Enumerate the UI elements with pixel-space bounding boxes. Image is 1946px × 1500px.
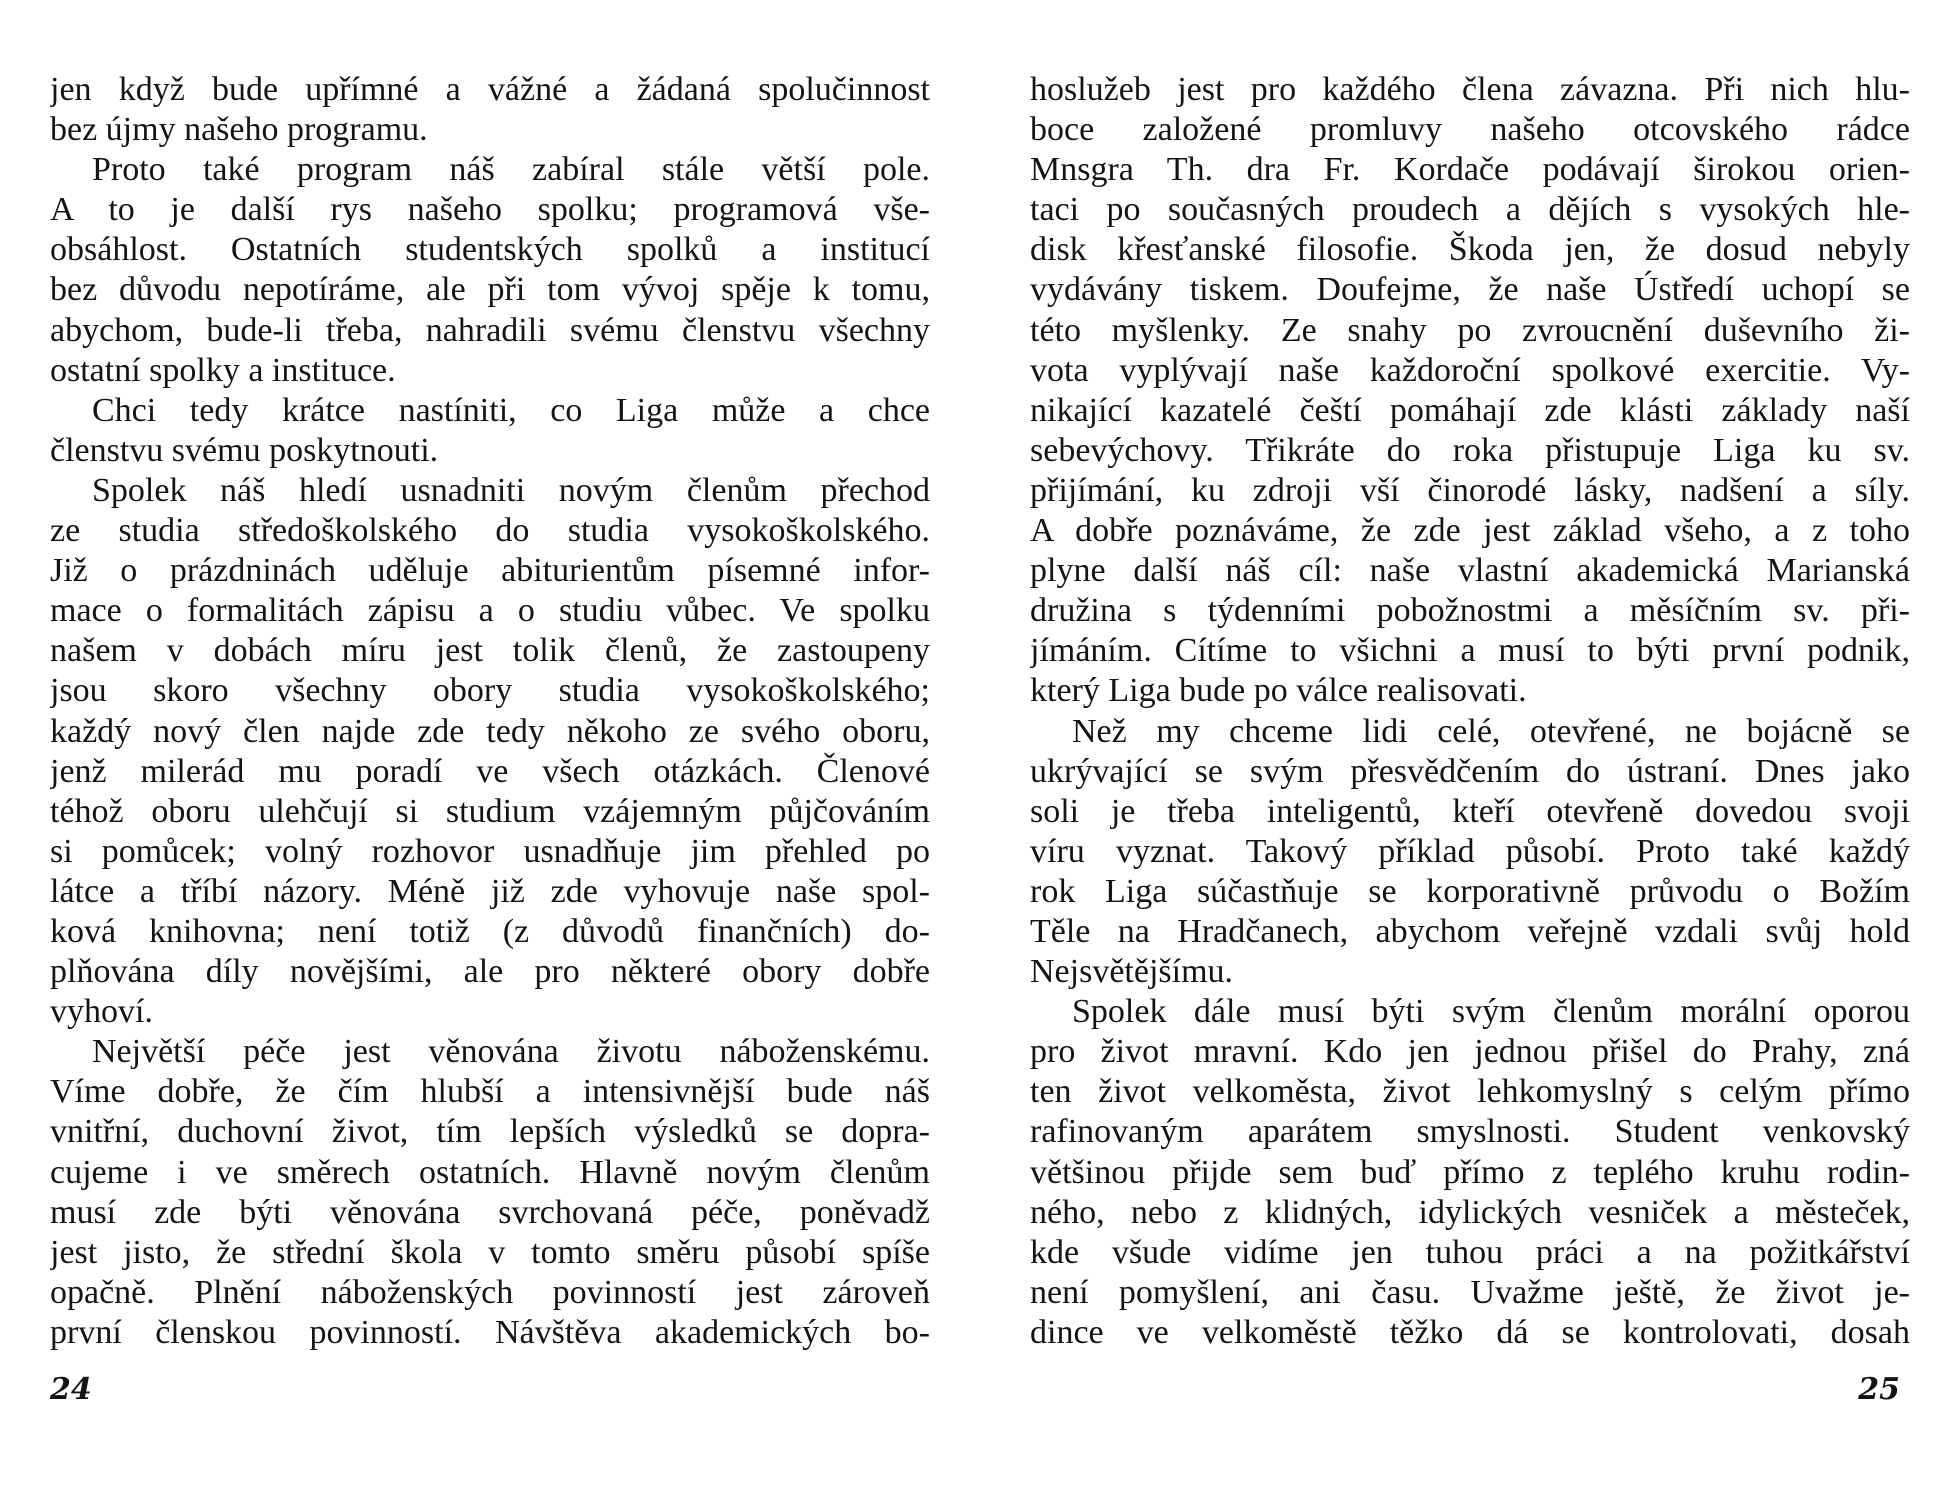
text-line: soli je třeba inteligentů, kteří otevřeně dovedou svoji xyxy=(1030,792,1910,830)
text-line: každý nový člen najde zde tedy někoho ze svého oboru, xyxy=(50,712,930,750)
text-line: vyhoví. xyxy=(50,993,153,1031)
left-page xyxy=(0,0,940,1500)
text-line: ten život velkoměsta, život lehkomyslný s celým přímo xyxy=(1030,1073,1910,1111)
text-line: ková knihovna; není totiž (z důvodů finančních) do- xyxy=(50,912,930,950)
text-line: musí zde býti věnována svrchovaná péče, poněvadž xyxy=(50,1193,930,1231)
text-line: rafinovaným aparátem smyslnosti. Student venkovský xyxy=(1030,1113,1910,1151)
right-page xyxy=(990,0,1930,1500)
text-line: A to je další rys našeho spolku; programová vše- xyxy=(50,191,930,229)
text-line: jenž milerád mu poradí ve všech otázkách. Členové xyxy=(50,752,930,790)
text-line: Nejsvětějšímu. xyxy=(1030,953,1234,991)
text-line: vnitřní, duchovní život, tím lepších výsledků se dopra- xyxy=(50,1113,930,1151)
text-line: látce a tříbí názory. Méně již zde vyhovuje naše spol- xyxy=(50,872,930,910)
left-page-text xyxy=(50,70,930,1353)
left-page-number: 24 xyxy=(50,1372,92,1407)
text-line: Víme dobře, že čím hlubší a intensivnější bude náš xyxy=(50,1073,930,1111)
text-line: boce založené promluvy našeho otcovského rádce xyxy=(1030,111,1910,149)
text-line: jsou skoro všechny obory studia vysokoškolského; xyxy=(50,672,930,710)
text-line: rok Liga súčastňuje se korporativně průvodu o Božím xyxy=(1030,872,1910,910)
text-line: ukrývající se svým přesvědčením do ústraní. Dnes jako xyxy=(1030,752,1910,790)
text-line: bez důvodu nepotíráme, ale při tom vývoj spěje k tomu, xyxy=(50,271,930,309)
text-line: jest jisto, že střední škola v tomto směru působí spíše xyxy=(50,1233,930,1271)
text-line: vota vyplývají naše každoroční spolkové exercitie. Vy- xyxy=(1030,351,1910,389)
text-line: přijímání, ku zdroji vší činorodé lásky, nadšení a síly. xyxy=(1030,471,1910,509)
text-line: našem v dobách míru jest tolik členů, že zastoupeny xyxy=(50,632,930,670)
text-line: není pomyšlení, ani času. Uvažme ještě, že život je- xyxy=(1030,1273,1910,1311)
text-line: taci po současných proudech a dějích s vysokých hle- xyxy=(1030,191,1910,229)
text-line: obsáhlost. Ostatních studentských spolků a institucí xyxy=(50,231,930,269)
text-line: mace o formalitách zápisu a o studiu vůbec. Ve spolku xyxy=(50,592,930,630)
text-line: A dobře poznáváme, že zde jest základ všeho, a z toho xyxy=(1030,512,1910,550)
text-line: abychom, bude-li třeba, nahradili svému členstvu všechny xyxy=(50,311,930,349)
text-line: plňována díly novějšími, ale pro některé obory dobře xyxy=(50,953,930,991)
text-line: této myšlenky. Ze snahy po zvroucnění duševního ži- xyxy=(1030,311,1910,349)
text-line: ze studia středoškolského do studia vysokoškolského. xyxy=(50,512,930,550)
text-line: jímáním. Cítíme to všichni a musí to býti první podnik, xyxy=(1030,632,1910,670)
text-line: Mnsgra Th. dra Fr. Kordače podávají širokou orien- xyxy=(1030,151,1910,189)
text-line: opačně. Plnění náboženských povinností jest zároveň xyxy=(50,1273,930,1311)
text-line: Chci tedy krátce nastíniti, co Liga může a chce xyxy=(92,391,930,429)
text-line: téhož oboru ulehčují si studium vzájemným půjčováním xyxy=(50,792,930,830)
text-line: kde všude vidíme jen tuhou práci a na požitkářství xyxy=(1030,1233,1910,1271)
text-line: který Liga bude po válce realisovati. xyxy=(1030,672,1527,710)
text-line: pro život mravní. Kdo jen jednou přišel do Prahy, zná xyxy=(1030,1033,1910,1071)
text-line: první členskou povinností. Návštěva akademických bo- xyxy=(50,1313,930,1351)
text-line: většinou přijde sem buď přímo z teplého kruhu rodin- xyxy=(1030,1153,1910,1191)
text-line: Již o prázdninách uděluje abiturientům písemné infor- xyxy=(50,552,930,590)
text-line: Spolek dále musí býti svým členům morální oporou xyxy=(1072,993,1910,1031)
text-line: jen když bude upřímné a vážné a žádaná spolučinnost xyxy=(50,71,930,108)
text-line: Těle na Hradčanech, abychom veřejně vzdali svůj hold xyxy=(1030,912,1910,950)
text-line: disk křesťanské filosofie. Škoda jen, že dosud nebyly xyxy=(1030,231,1910,269)
text-line: Než my chceme lidi celé, otevřené, ne bojácně se xyxy=(1072,712,1910,750)
right-page-text xyxy=(1030,70,1910,1353)
text-line: cujeme i ve směrech ostatních. Hlavně novým členům xyxy=(50,1153,930,1191)
text-line: Největší péče jest věnována životu náboženskému. xyxy=(92,1033,930,1071)
text-line: ného, nebo z klidných, idylických vesniček a městeček, xyxy=(1030,1193,1910,1231)
text-line: ostatní spolky a instituce. xyxy=(50,351,396,389)
text-line: vydávány tiskem. Doufejme, že naše Ústředí uchopí se xyxy=(1030,271,1910,309)
text-line: družina s týdenními pobožnostmi a měsíčním sv. při- xyxy=(1030,592,1910,630)
text-line: plyne další náš cíl: naše vlastní akademická Marianská xyxy=(1030,552,1910,590)
text-line: nikající kazatelé čeští pomáhají zde klásti základy naší xyxy=(1030,391,1910,429)
text-line: dince ve velkoměstě těžko dá se kontrolovati, dosah xyxy=(1030,1313,1910,1351)
text-line: bez újmy našeho programu. xyxy=(50,111,428,149)
text-line: Spolek náš hledí usnadniti novým členům přechod xyxy=(92,471,930,509)
text-line: členstvu svému poskytnouti. xyxy=(50,431,439,469)
text-line: víru vyznat. Takový příklad působí. Proto také každý xyxy=(1030,832,1910,870)
text-line: Proto také program náš zabíral stále větší pole. xyxy=(92,151,930,189)
right-page-number: 25 xyxy=(1858,1372,1900,1407)
text-line: si pomůcek; volný rozhovor usnadňuje jim přehled po xyxy=(50,832,930,870)
text-line: hoslužeb jest pro každého člena závazna. Při nich hlu- xyxy=(1030,71,1910,108)
text-line: sebevýchovy. Třikráte do roka přistupuje Liga ku sv. xyxy=(1030,431,1910,469)
